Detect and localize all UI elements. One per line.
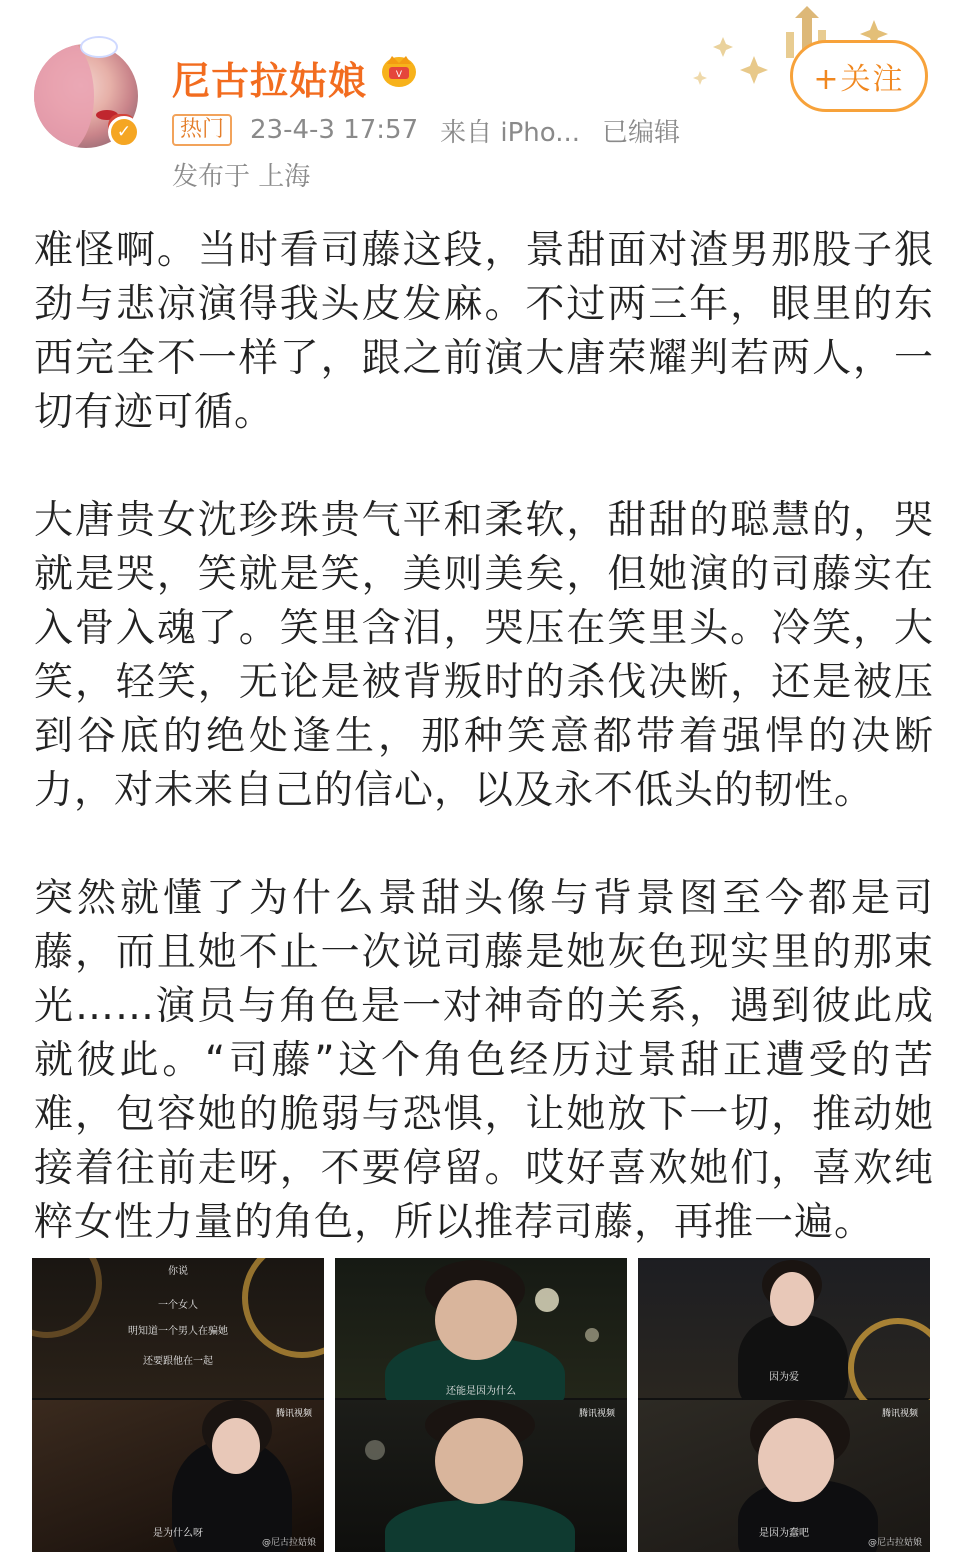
tencent-video-logo: 腾讯视频 (578, 1409, 615, 1419)
post-paragraph: 大唐贵女沈珍珠贵气平和柔软，甜甜的聪慧的，哭就是哭，笑就是笑，美则美矣，但她演的司藤实在入骨入魂了。笑里含泪，哭压在笑里头。冷笑，大笑，轻笑，无论是被背叛时的杀伐决断，还是被压到谷底的绝处逢生，那种笑意都带着强悍的决断力，对未来自己的信心，以及永不低头的韧性。 (34, 498, 934, 813)
image-gallery (32, 1258, 930, 1552)
crown-icon (380, 52, 418, 88)
subtitle: 明知道一个男人在骗她 (128, 1326, 228, 1337)
post-paragraph: 突然就懂了为什么景甜头像与背景图至今都是司藤，而且她不止一次说司藤是她灰色现实里的那束光……演员与角色是一对神奇的关系，遇到彼此成就彼此。“司藤”这个角色经历过景甜正遭受的苦难，包容她的脆弱与恐惧，让她放下一切，推动她接着往前走呀，不要停留。哎好喜欢她们，喜欢纯粹女性力量的角色，所以推荐司藤，再推一遍。 (34, 876, 934, 1245)
subtitle: 因为爱 (769, 1372, 799, 1383)
post-header (0, 0, 960, 200)
image-panel (638, 1258, 930, 1398)
meta-row (172, 110, 702, 150)
timestamp: 23-4-3 17:57 (250, 115, 419, 145)
subtitle: 还能是因为什么 (446, 1386, 516, 1397)
subtitle: 是因为蠢吧 (759, 1528, 809, 1539)
subtitle: 一个女人 (158, 1300, 198, 1311)
tencent-video-logo: 腾讯视频 (275, 1409, 312, 1419)
image-panel (335, 1258, 627, 1398)
subtitle: 你说 (168, 1266, 188, 1277)
username[interactable]: 尼古拉姑娘 (172, 59, 368, 103)
watermark: @尼古拉姑娘 (867, 1538, 922, 1548)
svg-text:V: V (395, 70, 403, 80)
post-body (34, 224, 934, 1250)
subtitle: 还要跟他在一起 (143, 1356, 213, 1367)
subtitle: 是为什么呀 (153, 1528, 203, 1539)
watermark: @尼古拉姑娘 (261, 1538, 316, 1548)
follow-button[interactable]: +关注 (790, 40, 928, 112)
image-panel (638, 1400, 930, 1552)
post-image[interactable] (638, 1258, 930, 1552)
post-image[interactable] (335, 1258, 627, 1552)
image-panel (32, 1400, 324, 1552)
tencent-video-logo: 腾讯视频 (881, 1409, 918, 1419)
cat-decoration-icon (76, 26, 120, 60)
post-paragraph: 难怪啊。当时看司藤这段，景甜面对渣男那股子狠劲与悲凉演得我头皮发麻。不过两三年，眼里的东西完全不一样了，跟之前演大唐荣耀判若两人，一切有迹可循。 (34, 228, 934, 435)
source[interactable]: 来自 iPho... (440, 117, 581, 148)
verified-icon: ✓ (108, 116, 140, 148)
edited-label[interactable]: 已编辑 (602, 117, 681, 148)
image-panel (335, 1400, 627, 1552)
hot-tag[interactable]: 热门 (172, 114, 232, 146)
image-panel (32, 1258, 324, 1398)
location: 发布于 上海 (172, 162, 311, 192)
post-image[interactable] (32, 1258, 324, 1552)
